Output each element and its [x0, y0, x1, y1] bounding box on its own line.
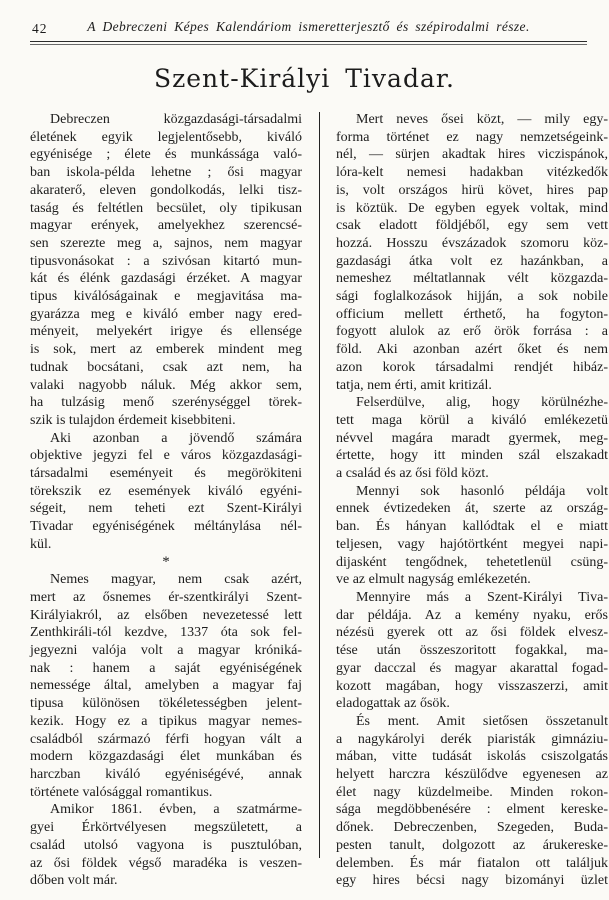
text-line: hozzá. Hosszu évszázadok szomoru köz-: [336, 235, 608, 251]
text-line: kül.: [30, 536, 52, 552]
text-line: gyei Érkörtvélyesen megszületett, a: [30, 820, 302, 836]
paragraph: [336, 483, 608, 589]
text-line: mert az ősnemes ér-szentkirályi Szent-: [30, 589, 302, 605]
text-line: ségeit, nem teheti ezt Szent-Királyi: [30, 501, 302, 517]
text-line: is, volt országos hirü követ, hires pap: [336, 182, 608, 198]
text-line: Királyiakról, az elsőben nevezetessé lett: [30, 607, 302, 623]
text-line: gyarázza meg e kiváló ember nagy ered-: [30, 306, 302, 322]
text-line: gazdasági átka volt ez hazánkban, a: [336, 253, 608, 269]
column-divider: [319, 112, 320, 858]
text-line: lóra-kelt nemesi hadakban vitézkedők: [336, 165, 608, 181]
text-line: családból származó férfi hogyan vált a: [30, 731, 302, 747]
text-line: sága megdöbbenésére : elment kereske-: [336, 802, 608, 818]
text-line: ban. És hányan kallódtak el e miatt: [336, 519, 608, 535]
text-line: egyénisége ; élete és munkássága való-: [30, 147, 302, 163]
header-rule: [30, 41, 587, 45]
article-title: Szent-Királyi Tivadar.: [153, 64, 456, 93]
text-line: helyett harczra készülődve egyenesen az: [336, 767, 608, 783]
text-line: életének egyik legjelentősebb, kiváló: [30, 129, 302, 145]
text-line: tatja, nem érti, amit kritizál.: [336, 377, 492, 393]
text-line: kát és élénk gazdasági érzéket. A magyar: [30, 271, 302, 287]
text-line: teljesen, vagy hajótörtként megyei napi-: [336, 536, 608, 552]
text-line: az ősi földek végső maradéka is veszen-: [30, 855, 302, 871]
text-line: Nemes magyar, nem csak azért,: [50, 572, 302, 588]
text-line: modern közgazdasági élet munkában és: [30, 749, 302, 765]
text-line: Zenthkiráli-tól kezdve, 1337 óta sok fel-: [30, 625, 302, 641]
text-line: egy hires bécsi nagy bizományi üzlet: [336, 873, 608, 889]
text-line: harczban kiváló egyéniségévé, annak: [30, 767, 302, 782]
text-line: nemeshez méltatlannak vélt közgazda-: [336, 271, 608, 287]
text-line: dijasként tengődnek, tehetetlenül csüng-: [336, 554, 608, 570]
text-line: a család és az ősi föld közt.: [336, 466, 489, 482]
text-line: társadalmi eseményeit és megörökiteni: [30, 466, 302, 482]
text-line: ve az elmult nagyság emlékezetén.: [336, 572, 531, 588]
text-line: története valósággal romantikus.: [30, 784, 213, 800]
text-line: Amikor 1861. évben, a szatmárme-: [50, 802, 302, 818]
text-line: objektive jegyzi fel e város közgazdasági-: [30, 448, 302, 464]
paragraph: [336, 713, 608, 890]
text-line: nél, — sürjen akadtak hires viczispánok,: [336, 147, 608, 163]
paragraph: [336, 394, 608, 483]
text-line: Mert neves ősei közt, — mily egy-: [356, 112, 608, 127]
paragraph: [336, 589, 608, 713]
text-line: tipusa különösen tökéletességben jelent-: [30, 696, 302, 712]
page-header: [32, 19, 585, 37]
paragraph: [336, 111, 608, 394]
text-line: gyar dacczal és magyar akarattal fogad-: [336, 660, 608, 676]
text-line: Tivadar egyéniségének méltánylása nél-: [30, 519, 302, 535]
text-line: nemessége által, amelyben a magyar faj: [30, 678, 302, 694]
text-line: is köztük. De egyben egyek voltak, mind: [336, 200, 608, 216]
text-line: csak eladott földjéből, egy sem vett: [336, 218, 608, 234]
text-line: mában, vitte tudását iskolás csiszolgatás: [336, 749, 608, 765]
text-line: élet nagy küzdelmeibe. Minden rokon-: [336, 784, 608, 800]
paragraph: [30, 571, 302, 801]
text-line: tése után összeszoritott fogakkal, ma-: [336, 643, 608, 659]
text-line: ennek évtizedeken át, szerte az ország-: [336, 501, 608, 517]
paragraph: [30, 801, 302, 890]
page-number: 42: [32, 21, 48, 36]
text-line: Felserdülve, alig, hogy körülnézhe-: [356, 395, 608, 411]
text-line: tipus kiválóságainak e megjavitása ma-: [30, 289, 302, 305]
text-line: kezik. Hogy ez a tipikus magyar nemes-: [30, 713, 302, 729]
text-line: szik is tulajdon érdemeit kisebbiteni.: [30, 412, 236, 428]
text-line: ban iskola-példa lehetne ; ősi magyar: [30, 165, 302, 181]
text-line: valaki nagyobb náluk. Még akkor sem,: [30, 377, 302, 393]
text-line: officium mellett érthető, ha fogyton-: [336, 306, 608, 322]
section-separator: *: [162, 553, 170, 570]
text-line: ha tulzásig menő szerénységgel törek-: [30, 395, 302, 411]
text-line: tett maga körül a kiváló emlékezetü: [336, 412, 608, 428]
text-line: nézésü gyerek ott az ősi földek elvesz-: [336, 625, 608, 641]
text-line: értette, hogy itt minden szál elszakadt: [336, 448, 608, 464]
text-line: Debreczen közgazdasági-társadalmi: [50, 112, 302, 127]
text-line: sen szerezte meg a, sajnos, nem magyar: [30, 235, 302, 251]
paragraph: [30, 111, 302, 430]
text-line: törekszik ez események kiváló egyéni-: [30, 483, 302, 499]
text-line: jegyezni valója volt a magyar króniká-: [30, 643, 302, 659]
text-line: delemben. És már fiatalon ott találjuk: [336, 855, 608, 871]
text-line: család utolsó vagyona is pusztulóban,: [30, 837, 302, 853]
text-line: akaraterő, eleven gondolkodás, lelki tisz-: [30, 182, 302, 198]
left-column: [30, 111, 302, 890]
text-line: nak : hanem a saját egyéniségének: [30, 660, 302, 676]
text-line: névvel magára maradt gyermek, meg-: [336, 430, 608, 446]
text-line: forma történet ez nagy nemzetségeink-: [336, 129, 608, 145]
text-line: a nagykárolyi derék piaristák gimnáziu-: [336, 731, 608, 747]
text-line: Mennyire más a Szent-Királyi Tiva-: [356, 589, 608, 605]
text-line: dőnek. Debreczenben, Szegeden, Buda-: [336, 820, 608, 836]
text-line: Mennyi sok hasonló példája volt: [356, 483, 608, 499]
text-line: dar példája. Az a kemény nyaku, erős: [336, 607, 608, 623]
right-column: [336, 111, 608, 890]
text-line: föld. Aki azonban azért őket és nem: [336, 342, 608, 358]
text-line: dőben volt már.: [30, 873, 118, 889]
text-line: Aki azonban a jövendő számára: [50, 430, 302, 446]
article-body: [30, 111, 608, 890]
text-line: eladogattak az ősök.: [336, 696, 450, 712]
text-line: fogyott alulok az erő örök forrása : a: [336, 324, 608, 340]
text-line: taság és feltétlen becsület, oly tipikusan: [30, 200, 302, 216]
text-line: sági foglalkozások hijján, a sok nobile: [336, 289, 608, 305]
text-line: kozott magában, hogy visszaszerzi, amit: [336, 678, 608, 694]
text-line: tudnak bocsátani, csak azt nem, ha: [30, 359, 302, 375]
text-line: tipusvonásokat : a szivósan kitartó mun-: [30, 253, 302, 269]
running-header: A Debreczeni Képes Kalendáriom ismeretterjesztő és szépirodalmi része.: [87, 19, 530, 34]
text-line: ményeit, melyekért irigye és ellensége: [30, 324, 302, 340]
text-line: is sok, mert az emberek mindent meg: [30, 342, 302, 358]
text-line: pesten tanult, dolgozott az árukereske-: [336, 837, 608, 853]
text-line: magyar erények, amelyekhez szerencsé-: [30, 218, 302, 234]
text-line: És ment. Amit sietősen összetanult: [356, 713, 608, 729]
text-line: azon korok társadalmi rendjét hibáz-: [336, 359, 608, 375]
paragraph: [30, 430, 302, 554]
